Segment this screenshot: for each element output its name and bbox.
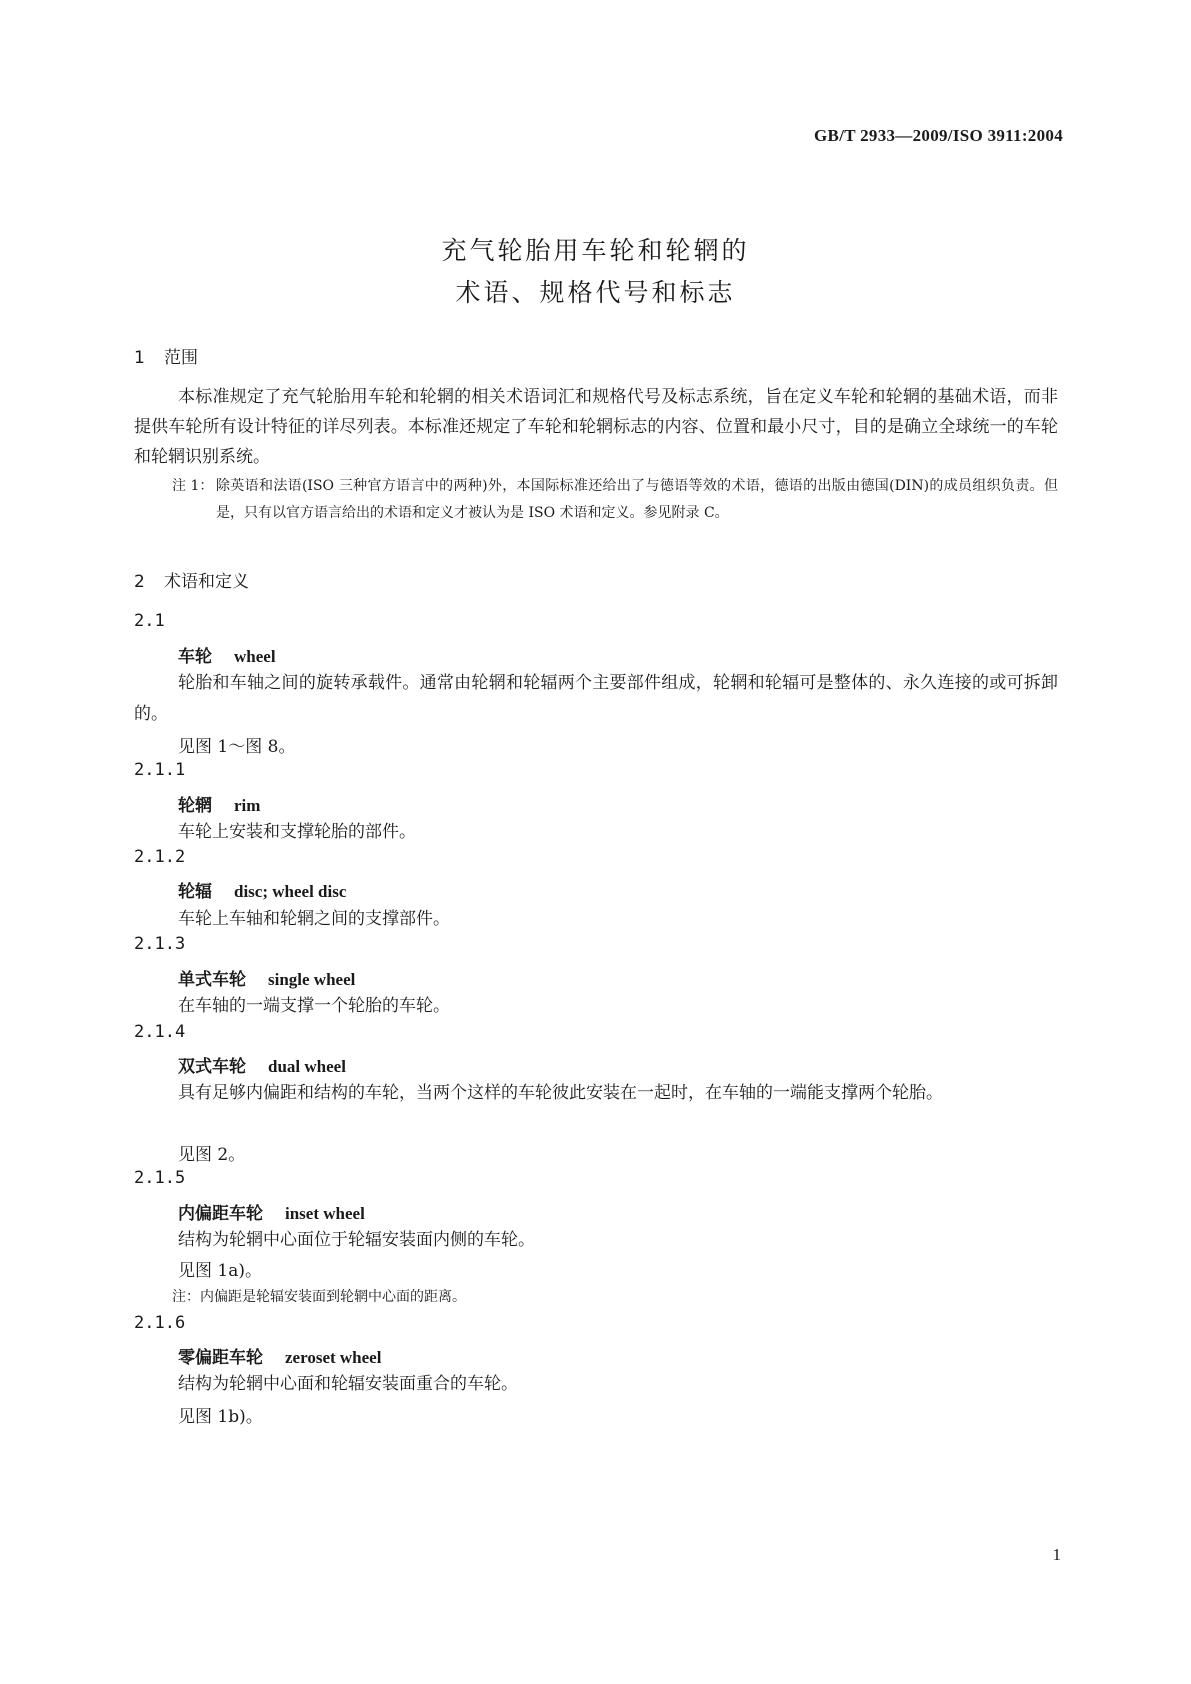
term-english: disc; wheel disc bbox=[234, 882, 347, 901]
term-chinese: 零偏距车轮 bbox=[178, 1348, 263, 1368]
term-chinese: 内偏距车轮 bbox=[178, 1204, 263, 1224]
section-title: 范围 bbox=[164, 348, 198, 368]
term-entry bbox=[178, 877, 346, 902]
section-number: 1 bbox=[134, 348, 145, 368]
term-chinese: 轮辐 bbox=[178, 882, 212, 902]
section-1-heading bbox=[134, 343, 198, 368]
term-entry bbox=[178, 642, 276, 667]
term-definition: 结构为轮辋中心面和轮辐安装面重合的车轮。 bbox=[178, 1374, 518, 1394]
term-chinese: 单式车轮 bbox=[178, 970, 246, 990]
section-title: 术语和定义 bbox=[164, 572, 249, 592]
page-number: 1 bbox=[1052, 1545, 1061, 1564]
term-entry bbox=[178, 791, 260, 816]
term-definition: 在车轴的一端支撑一个轮胎的车轮。 bbox=[178, 996, 450, 1016]
figure-reference: 见图 1a)。 bbox=[178, 1261, 262, 1281]
note-text: 除英语和法语(ISO 三种官方语言中的两种)外，本国际标准还给出了与德语等效的术语，德语的出版由德国(DIN)的成员组织负责。但是，只有以官方语言给出的术语和定义才被认为是 ISO 术语和定义。参见附录 C。 bbox=[216, 478, 1058, 521]
term-definition: 具有足够内偏距和结构的车轮，当两个这样的车轮彼此安装在一起时，在车轴的一端能支撑两个轮胎。 bbox=[178, 1083, 943, 1103]
document-title-line-2: 术语、规格代号和标志 bbox=[455, 278, 736, 307]
figure-reference: 见图 1～图 8。 bbox=[178, 737, 296, 757]
document-title-line-1: 充气轮胎用车轮和轮辋的 bbox=[441, 236, 750, 265]
clause-number: 2.1.6 bbox=[134, 1313, 186, 1333]
term-english: dual wheel bbox=[268, 1057, 346, 1076]
section-number: 2 bbox=[134, 572, 145, 592]
clause-number: 2.1.4 bbox=[134, 1022, 186, 1042]
clause-number: 2.1.3 bbox=[134, 934, 186, 954]
scope-paragraph: 本标准规定了充气轮胎用车轮和轮辋的相关术语词汇和规格代号及标志系统，旨在定义车轮和轮辋的基础术语，而非提供车轮所有设计特征的详尽列表。本标准还规定了车轮和轮辋标志的内容、位置和最小尺寸，目的是确立全球统一的车轮和轮辋识别系统。 bbox=[134, 387, 1058, 467]
term-chinese: 车轮 bbox=[178, 647, 212, 667]
scope-note bbox=[172, 473, 1058, 527]
note-label: 注 1： bbox=[172, 478, 214, 494]
clause-number: 2.1.1 bbox=[134, 760, 186, 780]
term-english: single wheel bbox=[268, 970, 356, 989]
term-entry bbox=[178, 1052, 346, 1077]
term-definition: 车轮上车轴和轮辋之间的支撑部件。 bbox=[178, 909, 450, 929]
term-english: inset wheel bbox=[285, 1204, 365, 1223]
term-english: wheel bbox=[234, 647, 276, 666]
term-chinese: 双式车轮 bbox=[178, 1057, 246, 1077]
clause-number: 2.1 bbox=[134, 611, 165, 631]
term-chinese: 轮辋 bbox=[178, 796, 212, 816]
clause-number: 2.1.5 bbox=[134, 1168, 186, 1188]
term-definition: 车轮上安装和支撑轮胎的部件。 bbox=[178, 822, 416, 842]
clause-number: 2.1.2 bbox=[134, 847, 186, 867]
figure-reference: 见图 1b)。 bbox=[178, 1407, 263, 1427]
term-entry bbox=[178, 1199, 365, 1224]
section-2-heading bbox=[134, 567, 249, 592]
term-english: zeroset wheel bbox=[285, 1348, 382, 1367]
term-entry bbox=[178, 965, 355, 990]
term-definition: 轮胎和车轴之间的旋转承载件。通常由轮辋和轮辐两个主要部件组成，轮辋和轮辐可是整体的、永久连接的或可拆卸的。 bbox=[134, 673, 1058, 724]
standard-number: GB/T 2933—2009/ISO 3911:2004 bbox=[814, 126, 1063, 145]
term-note: 注：内偏距是轮辐安装面到轮辋中心面的距离。 bbox=[172, 1289, 466, 1305]
term-english: rim bbox=[234, 796, 261, 815]
term-entry bbox=[178, 1343, 381, 1368]
figure-reference: 见图 2。 bbox=[178, 1145, 246, 1165]
term-definition: 结构为轮辋中心面位于轮辐安装面内侧的车轮。 bbox=[178, 1230, 535, 1250]
